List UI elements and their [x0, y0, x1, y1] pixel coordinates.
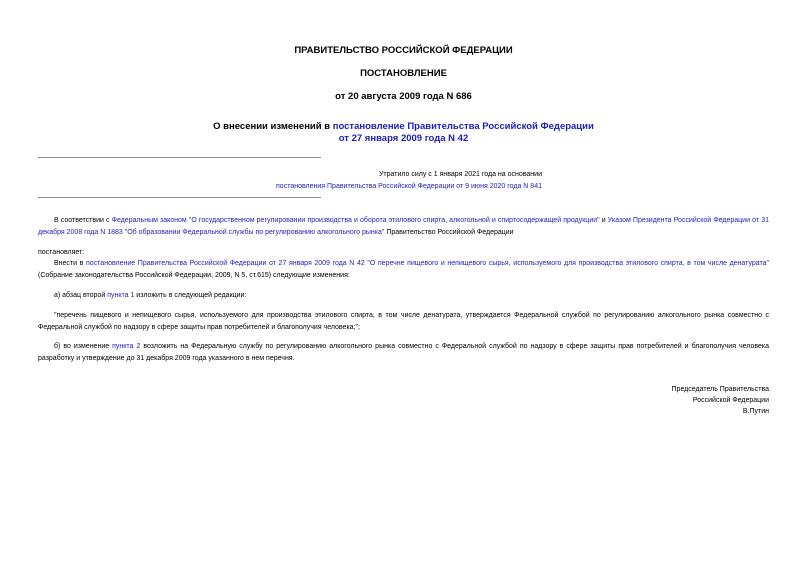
status-note-link[interactable]: постановления Правительства Российской Федерации от 9 июня 2020 года N 841 [276, 183, 542, 190]
main-item-text-1: Внести в [54, 260, 86, 267]
preamble-text-2: и [599, 217, 608, 224]
doc-title-link[interactable]: постановление Правительства Российской Федерации [332, 121, 594, 132]
bottom-rule [38, 197, 321, 198]
doc-title-prefix: О внесении изменений в [213, 121, 333, 132]
signature-line2: Российской Федерации [692, 397, 769, 404]
signature-line1: Председатель Правительства [671, 386, 769, 393]
federal-law-link[interactable]: Федеральным законом "О государственном регулировании производства и оборота этилового спирта, алкогольной и спиртосодержащей продукции" [111, 217, 600, 224]
resolves-line: постановляет: [38, 249, 85, 256]
doc-title-line2[interactable]: от 27 января 2009 года N 42 [338, 133, 469, 144]
item-a-text-1: а) абзац второй [54, 292, 108, 299]
doc-type-heading: ПОСТАНОВЛЕНИЕ [360, 68, 447, 79]
point-1-link[interactable]: пункта 1 [107, 292, 135, 299]
point-2-link[interactable]: пункта 2 [112, 343, 141, 350]
item-a-text-2: изложить в следующей редакции: [134, 292, 247, 299]
top-rule [38, 157, 321, 158]
signature-name: В.Путин [742, 408, 769, 415]
quote-paragraph: "перечень пищевого и непищевого сырья, используемого для производства этилового спирта, в том числе денатурата, утверждается Федеральной службой по регулированию алкогольного рынка совместно с Федеральной службой по надзору в сфере защиты прав потребителей и благополучия человека;"; [38, 312, 769, 331]
item-a-paragraph [38, 290, 769, 302]
presidential-decree-link[interactable]: Указом Президента Российской Федерации от 31 декабря 2008 года N 1883 "Об образовании Федеральной службы по регулированию алкогольного рынка" [38, 217, 769, 236]
preamble-paragraph [38, 215, 769, 239]
resolution-42-link[interactable]: постановление Правительства Российской Федерации от 27 января 2009 года N 42 "О перечне пищевого и непищевого сырья, используемого для производства этилового спирта, в том числе денатурата" [86, 260, 770, 267]
preamble-text-3: Правительство Российской Федерации [384, 229, 514, 236]
preamble-text-1: В соответствии с [54, 217, 112, 224]
doc-title-line1 [0, 121, 807, 133]
item-b-paragraph [38, 341, 769, 365]
main-item-paragraph [38, 258, 769, 282]
org-heading: ПРАВИТЕЛЬСТВО РОССИЙСКОЙ ФЕДЕРАЦИИ [294, 45, 513, 56]
item-b-text-2: возложить на Федеральную службу по регулированию алкогольного рынка совместно с Федеральной службой по надзору в сфере защиты прав потребителей и благополучия человека разработку и утверждение до 31 декабря 2009 года указанного в нем перечня. [38, 343, 770, 362]
signature-block [569, 384, 769, 417]
status-note-line1: Утратило силу с 1 января 2021 года на основании [378, 171, 542, 178]
item-b-text-1: б) во изменение [54, 343, 113, 350]
main-item-text-2: (Собрание законодательства Российской Федерации, 2009, N 5, ст.615) следующие изменения: [38, 272, 350, 279]
doc-date: от 20 августа 2009 года N 686 [335, 91, 472, 102]
